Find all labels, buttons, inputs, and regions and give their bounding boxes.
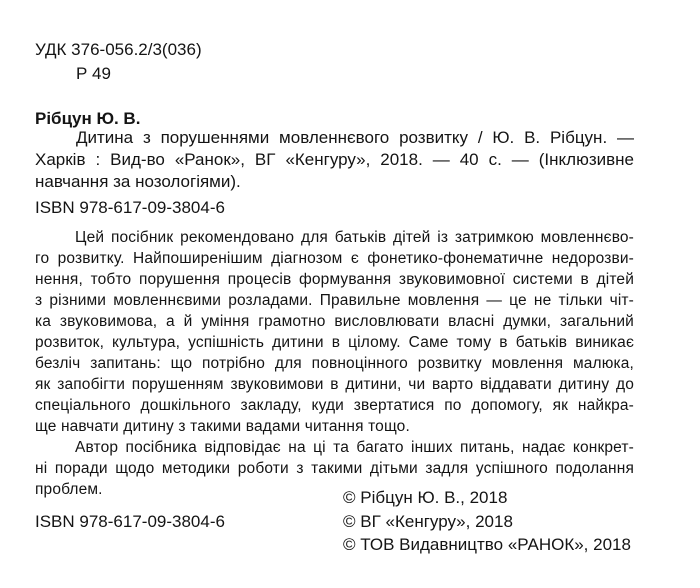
annotation-line: розвиток, культура, успішність дитини в цілому. Саме тому в батьків виникає	[35, 334, 634, 351]
annotation-line: нення, тобто порушення процесів формування звуковимовної системи в дітей	[35, 271, 634, 288]
annotation-line: Цей посібник рекомендовано для батьків дітей із затримкою мовленнєво-	[75, 229, 634, 246]
copyright-line: © ТОВ Видавництво «РАНОК», 2018	[343, 535, 631, 554]
isbn-top: ISBN 978-617-09-3804-6	[35, 198, 225, 217]
udk-code: УДК 376-056.2/3(036)	[35, 40, 202, 59]
annotation-line: ще навчати дитину з такими вадами читання тощо.	[35, 418, 410, 435]
author-heading: Рібцун Ю. В.	[35, 109, 141, 128]
bibliographic-line-1: Дитина з порушеннями мовленнєвого розвитку / Ю. В. Рібцун. —	[76, 128, 634, 147]
annotation-line: ні поради щодо методики роботи з такими дітьми задля успішного подолання	[35, 460, 634, 477]
bibliographic-line-2: Харків : Вид-во «Ранок», ВГ «Кенгуру», 2018. — 40 с. — (Інклюзивне	[35, 150, 634, 169]
annotation-line: з різними мовленнєвими розладами. Правильне мовлення — це не тільки чіт-	[35, 292, 634, 309]
annotation-line: го розвитку. Найпоширенішим діагнозом є фонетико-фонематичне недорозви-	[35, 250, 634, 267]
copyright-line: © Рібцун Ю. В., 2018	[343, 488, 508, 507]
bibliographic-line-3: навчання за нозологіями).	[35, 172, 241, 191]
annotation-line: проблем.	[35, 481, 103, 498]
annotation-line: як запобігти порушенням звуковимови в дитини, чи варто віддавати дитину до	[35, 376, 634, 393]
copyright-line: © ВГ «Кенгуру», 2018	[343, 512, 513, 531]
annotation-line: ка звуковимова, а й уміння грамотно висловлювати власні думки, загальний	[35, 313, 634, 330]
isbn-bottom: ISBN 978-617-09-3804-6	[35, 512, 225, 531]
annotation-line: Автор посібника відповідає на ці та багато інших питань, надає конкрет-	[75, 439, 634, 456]
annotation-line: безліч запитань: що потрібно для повноцінного розвитку мовлення малюка,	[35, 355, 634, 372]
author-sign: Р 49	[76, 64, 111, 83]
annotation-line: спеціального дошкільного закладу, куди звертатися по допомогу, як найкра-	[35, 397, 634, 414]
